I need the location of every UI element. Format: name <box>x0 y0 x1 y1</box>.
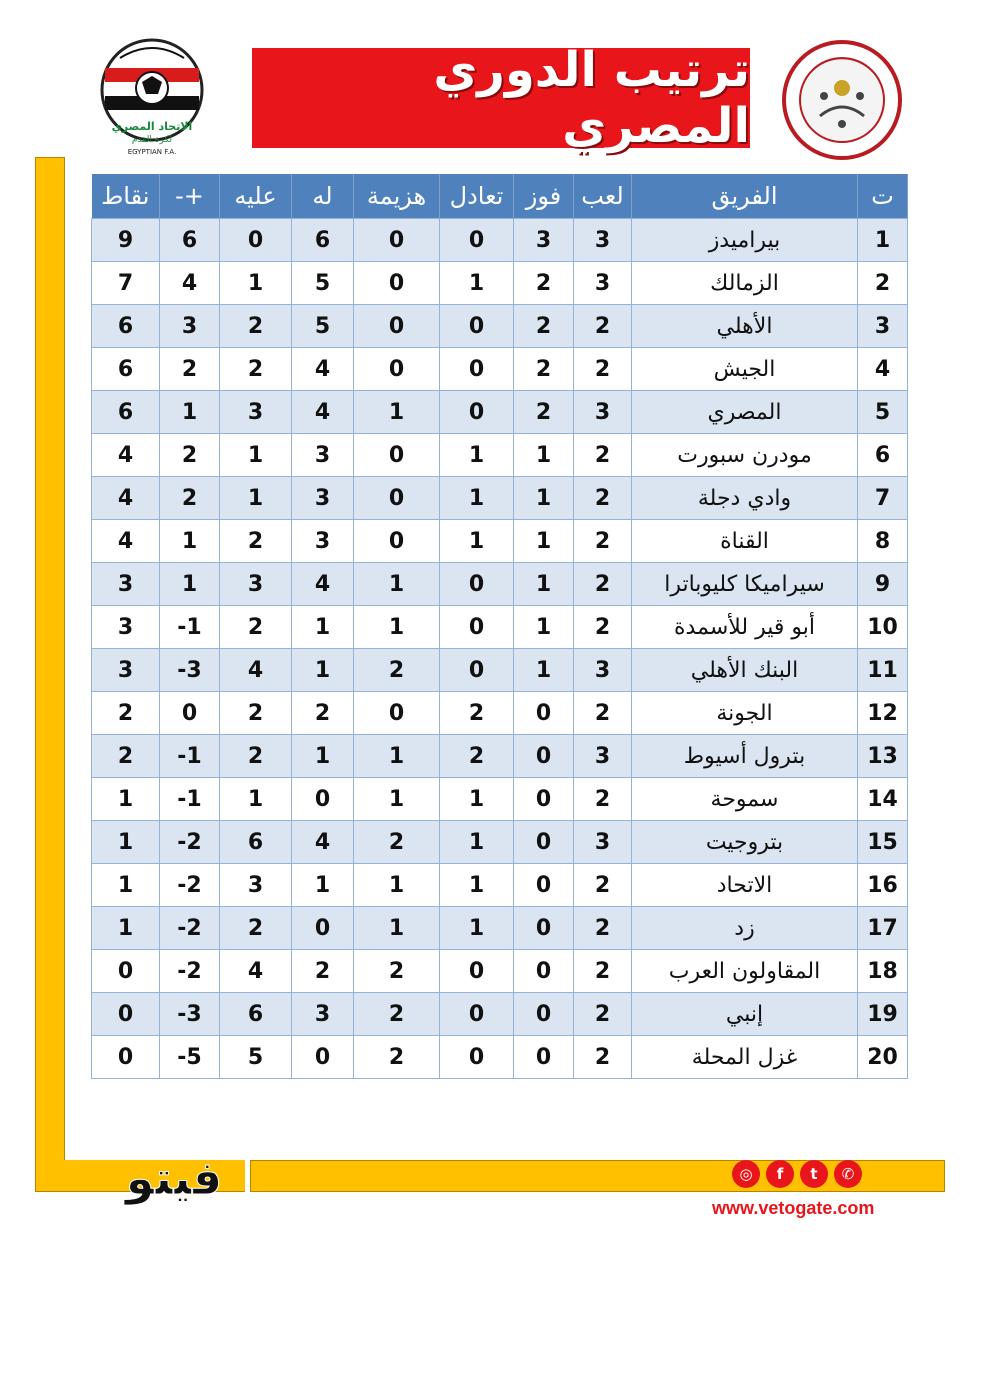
won-cell: 2 <box>514 305 574 348</box>
won-cell: 0 <box>514 778 574 821</box>
rank-cell: 15 <box>858 821 908 864</box>
goals-for-cell: 5 <box>292 305 354 348</box>
table-row <box>92 477 908 520</box>
goal-difference-cell: 2- <box>160 950 220 993</box>
team-cell: المصري <box>632 391 858 434</box>
goals-against-cell: 2 <box>220 305 292 348</box>
lost-cell: 0 <box>354 434 440 477</box>
lost-cell: 0 <box>354 692 440 735</box>
goal-difference-cell: 6 <box>160 219 220 262</box>
rank-cell: 7 <box>858 477 908 520</box>
goal-difference-cell: 2- <box>160 907 220 950</box>
team-cell: مودرن سبورت <box>632 434 858 477</box>
team-cell: وادي دجلة <box>632 477 858 520</box>
rank-cell: 9 <box>858 563 908 606</box>
played-cell: 2 <box>574 864 632 907</box>
played-cell: 2 <box>574 520 632 563</box>
lost-cell: 0 <box>354 305 440 348</box>
drawn-cell: 0 <box>440 606 514 649</box>
goals-against-cell: 2 <box>220 907 292 950</box>
drawn-cell: 0 <box>440 1036 514 1079</box>
facebook-icon[interactable]: f <box>766 1160 794 1188</box>
team-cell: سموحة <box>632 778 858 821</box>
egyptian-premier-league-logo <box>780 38 905 163</box>
goals-for-cell: 3 <box>292 520 354 563</box>
won-cell: 0 <box>514 692 574 735</box>
lost-cell: 1 <box>354 606 440 649</box>
points-cell: 0 <box>92 1036 160 1079</box>
points-cell: 1 <box>92 778 160 821</box>
website-url[interactable]: www.vetogate.com <box>712 1198 875 1218</box>
goal-difference-cell: 2 <box>160 348 220 391</box>
rank-cell: 20 <box>858 1036 908 1079</box>
team-cell: زد <box>632 907 858 950</box>
table-row <box>92 821 908 864</box>
goals-for-cell: 5 <box>292 262 354 305</box>
lost-cell: 0 <box>354 520 440 563</box>
goals-for-cell: 4 <box>292 563 354 606</box>
goals-against-cell: 3 <box>220 563 292 606</box>
team-cell: البنك الأهلي <box>632 649 858 692</box>
played-cell: 2 <box>574 993 632 1036</box>
lost-cell: 2 <box>354 950 440 993</box>
won-cell: 0 <box>514 735 574 778</box>
lost-cell: 0 <box>354 262 440 305</box>
goal-difference-cell: 2 <box>160 477 220 520</box>
decor-bar-vertical <box>35 157 65 1192</box>
won-cell: 1 <box>514 649 574 692</box>
team-cell: إنبي <box>632 993 858 1036</box>
points-cell: 6 <box>92 305 160 348</box>
lost-cell: 2 <box>354 993 440 1036</box>
drawn-cell: 1 <box>440 778 514 821</box>
played-cell: 2 <box>574 563 632 606</box>
egyptian-fa-logo <box>90 38 215 158</box>
goal-difference-cell: 1 <box>160 391 220 434</box>
team-cell: بيراميدز <box>632 219 858 262</box>
drawn-cell: 1 <box>440 907 514 950</box>
goals-for-cell: 4 <box>292 391 354 434</box>
goal-difference-cell: 3- <box>160 993 220 1036</box>
won-cell: 2 <box>514 391 574 434</box>
lost-cell: 1 <box>354 778 440 821</box>
points-cell: 3 <box>92 649 160 692</box>
table-row <box>92 563 908 606</box>
lost-cell: 1 <box>354 864 440 907</box>
goals-against-cell: 3 <box>220 864 292 907</box>
goals-against-cell: 6 <box>220 821 292 864</box>
goals-against-cell: 4 <box>220 950 292 993</box>
svg-text:فيتو: فيتو <box>125 1151 223 1205</box>
table-row <box>92 219 908 262</box>
drawn-cell: 0 <box>440 348 514 391</box>
table-row <box>92 907 908 950</box>
played-cell: 3 <box>574 262 632 305</box>
table-row <box>92 692 908 735</box>
goals-for-cell: 3 <box>292 993 354 1036</box>
points-cell: 1 <box>92 864 160 907</box>
points-cell: 4 <box>92 477 160 520</box>
header-played: لعب <box>574 174 632 219</box>
goal-difference-cell: 3- <box>160 649 220 692</box>
won-cell: 1 <box>514 520 574 563</box>
rank-cell: 12 <box>858 692 908 735</box>
goals-for-cell: 2 <box>292 692 354 735</box>
rank-cell: 8 <box>858 520 908 563</box>
goals-against-cell: 2 <box>220 692 292 735</box>
goals-for-cell: 0 <box>292 1036 354 1079</box>
header-goals-for: له <box>292 174 354 219</box>
table-row <box>92 434 908 477</box>
drawn-cell: 1 <box>440 477 514 520</box>
rank-cell: 14 <box>858 778 908 821</box>
team-cell: بترول أسيوط <box>632 735 858 778</box>
drawn-cell: 0 <box>440 391 514 434</box>
drawn-cell: 0 <box>440 950 514 993</box>
table-row <box>92 1036 908 1079</box>
social-icons <box>732 1160 862 1188</box>
won-cell: 0 <box>514 950 574 993</box>
points-cell: 3 <box>92 563 160 606</box>
goals-for-cell: 4 <box>292 348 354 391</box>
lost-cell: 1 <box>354 735 440 778</box>
played-cell: 2 <box>574 477 632 520</box>
table-row <box>92 993 908 1036</box>
goal-difference-cell: 4 <box>160 262 220 305</box>
played-cell: 3 <box>574 821 632 864</box>
lost-cell: 2 <box>354 821 440 864</box>
played-cell: 2 <box>574 692 632 735</box>
team-cell: الجونة <box>632 692 858 735</box>
team-cell: الاتحاد <box>632 864 858 907</box>
team-cell: بتروجيت <box>632 821 858 864</box>
played-cell: 2 <box>574 348 632 391</box>
goals-for-cell: 3 <box>292 477 354 520</box>
twitter-icon[interactable]: t <box>800 1160 828 1188</box>
svg-text:EGYPTIAN F.A.: EGYPTIAN F.A. <box>127 148 177 156</box>
header-points: نقاط <box>92 174 160 219</box>
team-cell: القناة <box>632 520 858 563</box>
drawn-cell: 2 <box>440 735 514 778</box>
played-cell: 2 <box>574 434 632 477</box>
drawn-cell: 1 <box>440 864 514 907</box>
lost-cell: 0 <box>354 477 440 520</box>
points-cell: 2 <box>92 692 160 735</box>
goal-difference-cell: 5- <box>160 1036 220 1079</box>
goal-difference-cell: 1- <box>160 606 220 649</box>
team-cell: المقاولون العرب <box>632 950 858 993</box>
drawn-cell: 0 <box>440 563 514 606</box>
rank-cell: 2 <box>858 262 908 305</box>
table-row <box>92 649 908 692</box>
played-cell: 2 <box>574 606 632 649</box>
header-goals-against: عليه <box>220 174 292 219</box>
table-row <box>92 520 908 563</box>
team-cell: الأهلي <box>632 305 858 348</box>
goals-against-cell: 6 <box>220 993 292 1036</box>
drawn-cell: 1 <box>440 434 514 477</box>
rank-cell: 5 <box>858 391 908 434</box>
points-cell: 2 <box>92 735 160 778</box>
played-cell: 2 <box>574 907 632 950</box>
rank-cell: 6 <box>858 434 908 477</box>
goals-for-cell: 3 <box>292 434 354 477</box>
goal-difference-cell: 1- <box>160 735 220 778</box>
drawn-cell: 1 <box>440 520 514 563</box>
goals-against-cell: 1 <box>220 778 292 821</box>
goals-against-cell: 0 <box>220 219 292 262</box>
goals-for-cell: 4 <box>292 821 354 864</box>
rank-cell: 13 <box>858 735 908 778</box>
won-cell: 0 <box>514 907 574 950</box>
table-row <box>92 305 908 348</box>
played-cell: 3 <box>574 219 632 262</box>
lost-cell: 2 <box>354 649 440 692</box>
header-rank: ت <box>858 174 908 219</box>
goals-against-cell: 1 <box>220 477 292 520</box>
rank-cell: 1 <box>858 219 908 262</box>
points-cell: 0 <box>92 950 160 993</box>
goal-difference-cell: 1- <box>160 778 220 821</box>
team-cell: سيراميكا كليوباترا <box>632 563 858 606</box>
points-cell: 6 <box>92 391 160 434</box>
points-cell: 6 <box>92 348 160 391</box>
points-cell: 3 <box>92 606 160 649</box>
header-team: الفريق <box>632 174 858 219</box>
rank-cell: 17 <box>858 907 908 950</box>
svg-text:الاتحاد المصري: الاتحاد المصري <box>111 120 193 133</box>
goals-against-cell: 1 <box>220 434 292 477</box>
title-banner <box>252 42 750 154</box>
team-cell: أبو قير للأسمدة <box>632 606 858 649</box>
svg-text:لكرة القدم: لكرة القدم <box>131 135 173 145</box>
goal-difference-cell: 0 <box>160 692 220 735</box>
goals-against-cell: 2 <box>220 520 292 563</box>
goals-against-cell: 5 <box>220 1036 292 1079</box>
goal-difference-cell: 3 <box>160 305 220 348</box>
points-cell: 1 <box>92 821 160 864</box>
header-drawn: تعادل <box>440 174 514 219</box>
lost-cell: 0 <box>354 219 440 262</box>
won-cell: 1 <box>514 606 574 649</box>
drawn-cell: 0 <box>440 993 514 1036</box>
played-cell: 3 <box>574 649 632 692</box>
won-cell: 0 <box>514 993 574 1036</box>
played-cell: 3 <box>574 391 632 434</box>
goals-against-cell: 2 <box>220 348 292 391</box>
goals-against-cell: 1 <box>220 262 292 305</box>
won-cell: 2 <box>514 262 574 305</box>
team-cell: الزمالك <box>632 262 858 305</box>
veto-brand-logo <box>108 1148 240 1208</box>
lost-cell: 2 <box>354 1036 440 1079</box>
goals-for-cell: 1 <box>292 735 354 778</box>
table-row <box>92 391 908 434</box>
drawn-cell: 2 <box>440 692 514 735</box>
goals-for-cell: 1 <box>292 606 354 649</box>
lost-cell: 0 <box>354 348 440 391</box>
points-cell: 1 <box>92 907 160 950</box>
rank-cell: 18 <box>858 950 908 993</box>
won-cell: 1 <box>514 434 574 477</box>
drawn-cell: 0 <box>440 649 514 692</box>
played-cell: 2 <box>574 778 632 821</box>
won-cell: 2 <box>514 348 574 391</box>
goal-difference-cell: 1 <box>160 563 220 606</box>
rank-cell: 19 <box>858 993 908 1036</box>
goals-for-cell: 6 <box>292 219 354 262</box>
goals-for-cell: 0 <box>292 907 354 950</box>
drawn-cell: 0 <box>440 219 514 262</box>
table-row <box>92 735 908 778</box>
drawn-cell: 1 <box>440 262 514 305</box>
rank-cell: 10 <box>858 606 908 649</box>
lost-cell: 1 <box>354 907 440 950</box>
points-cell: 0 <box>92 993 160 1036</box>
goals-for-cell: 1 <box>292 649 354 692</box>
rank-cell: 16 <box>858 864 908 907</box>
played-cell: 2 <box>574 950 632 993</box>
played-cell: 2 <box>574 1036 632 1079</box>
table-row <box>92 950 908 993</box>
lost-cell: 1 <box>354 563 440 606</box>
page-title: ترتيب الدوري المصري <box>433 42 750 154</box>
goal-difference-cell: 2- <box>160 864 220 907</box>
goals-against-cell: 2 <box>220 606 292 649</box>
points-cell: 7 <box>92 262 160 305</box>
instagram-icon[interactable]: ◎ <box>732 1160 760 1188</box>
won-cell: 0 <box>514 821 574 864</box>
rank-cell: 11 <box>858 649 908 692</box>
played-cell: 3 <box>574 735 632 778</box>
won-cell: 1 <box>514 477 574 520</box>
won-cell: 1 <box>514 563 574 606</box>
table-row <box>92 262 908 305</box>
lost-cell: 1 <box>354 391 440 434</box>
drawn-cell: 0 <box>440 305 514 348</box>
goals-for-cell: 1 <box>292 864 354 907</box>
table-row <box>92 778 908 821</box>
points-cell: 4 <box>92 434 160 477</box>
points-cell: 9 <box>92 219 160 262</box>
goal-difference-cell: 1 <box>160 520 220 563</box>
rank-cell: 3 <box>858 305 908 348</box>
table-row <box>92 348 908 391</box>
goals-against-cell: 3 <box>220 391 292 434</box>
goals-for-cell: 0 <box>292 778 354 821</box>
table-header-row <box>92 174 908 219</box>
won-cell: 3 <box>514 219 574 262</box>
goals-for-cell: 2 <box>292 950 354 993</box>
table-row <box>92 606 908 649</box>
table-row <box>92 864 908 907</box>
team-cell: الجيش <box>632 348 858 391</box>
goal-difference-cell: 2 <box>160 434 220 477</box>
won-cell: 0 <box>514 1036 574 1079</box>
rank-cell: 4 <box>858 348 908 391</box>
points-cell: 4 <box>92 520 160 563</box>
whatsapp-icon[interactable]: ✆ <box>834 1160 862 1188</box>
header-goal-difference: +- <box>160 174 220 219</box>
won-cell: 0 <box>514 864 574 907</box>
goals-against-cell: 2 <box>220 735 292 778</box>
header-lost: هزيمة <box>354 174 440 219</box>
played-cell: 2 <box>574 305 632 348</box>
drawn-cell: 1 <box>440 821 514 864</box>
goals-against-cell: 4 <box>220 649 292 692</box>
header-won: فوز <box>514 174 574 219</box>
goal-difference-cell: 2- <box>160 821 220 864</box>
standings-table <box>91 174 908 1079</box>
team-cell: غزل المحلة <box>632 1036 858 1079</box>
